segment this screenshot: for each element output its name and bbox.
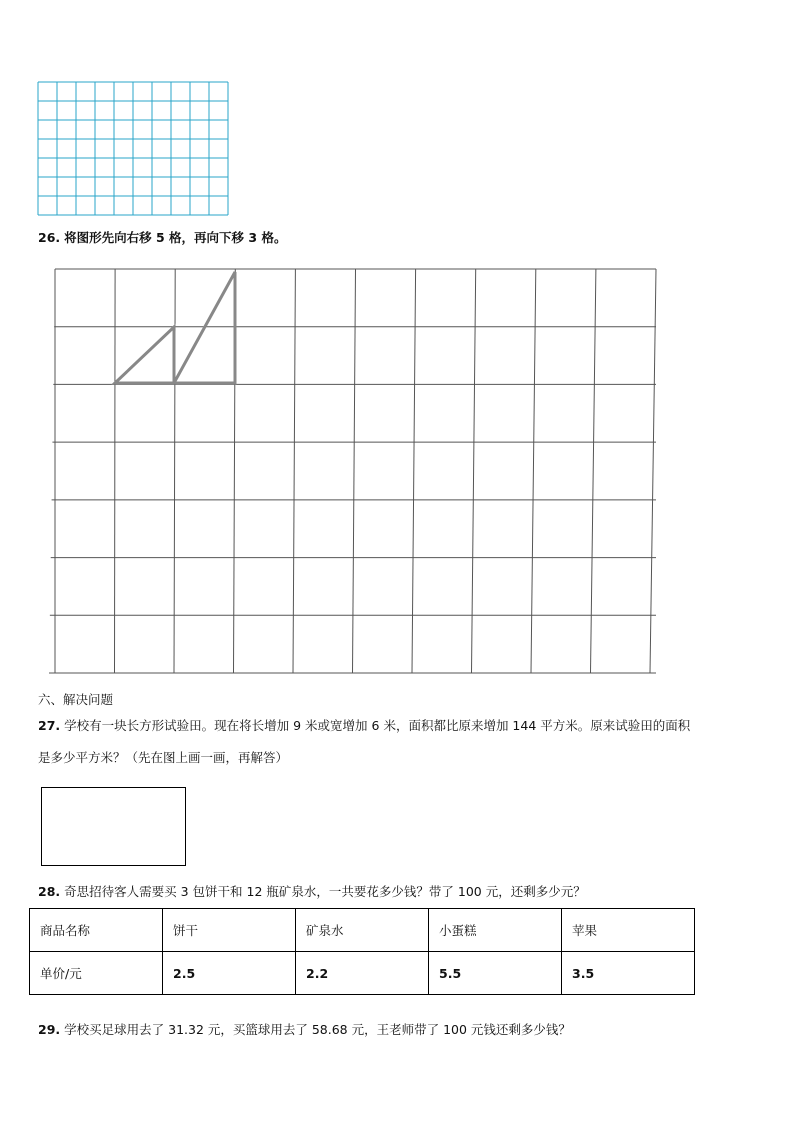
question-number: 28.	[38, 884, 61, 899]
table-cell: 单价/元	[30, 952, 163, 995]
large-triangle	[174, 272, 235, 383]
table-header-cell: 苹果	[562, 909, 695, 952]
big-grid-line	[412, 269, 416, 673]
table-header-cell: 饼干	[163, 909, 296, 952]
question-text: 学校有一块长方形试验田。现在将长增加 9 米或宽增加 6 米，面积都比原来增加 144 平方米。原来试验田的面积	[64, 718, 691, 733]
question-text: 学校买足球用去了 31.32 元，买篮球用去了 58.68 元，王老师带了 100 元钱还剩多少钱？	[64, 1022, 571, 1037]
question-27-line2: 是多少平方米？（先在图上画一画，再解答）	[38, 750, 289, 765]
small-blue-grid	[0, 0, 794, 230]
question-29	[38, 1022, 571, 1038]
translation-grid	[0, 260, 794, 680]
big-grid-line	[472, 269, 476, 673]
small-triangle	[115, 327, 174, 383]
big-grid-line	[531, 269, 536, 673]
table-cell: 2.2	[296, 952, 429, 995]
table-cell: 5.5	[429, 952, 562, 995]
question-text: 奇思招待客人需要买 3 包饼干和 12 瓶矿泉水，一共要花多少钱？带了 100 元，还剩多少元？	[64, 884, 586, 899]
table-header-cell: 矿泉水	[296, 909, 429, 952]
table-row	[30, 909, 695, 952]
question-number: 29.	[38, 1022, 61, 1037]
table-row	[30, 952, 695, 995]
table-header-cell: 小蛋糕	[429, 909, 562, 952]
price-table	[29, 908, 695, 995]
question-number: 26.	[38, 230, 61, 245]
big-grid-line	[115, 269, 116, 673]
section-title: 六、解决问题	[38, 692, 114, 707]
question-text: 将图形先向右移 5 格，再向下移 3 格。	[64, 230, 287, 245]
question-26	[38, 230, 286, 246]
table-cell: 2.5	[163, 952, 296, 995]
big-grid-line	[353, 269, 356, 673]
table-header-cell: 商品名称	[30, 909, 163, 952]
question-28	[38, 884, 586, 900]
question-27-line1	[38, 718, 690, 734]
question-number: 27.	[38, 718, 61, 733]
big-grid-line	[591, 269, 596, 673]
table-cell: 3.5	[562, 952, 695, 995]
big-grid-line	[650, 269, 656, 673]
drawing-rectangle	[41, 787, 186, 866]
big-grid-line	[293, 269, 295, 673]
